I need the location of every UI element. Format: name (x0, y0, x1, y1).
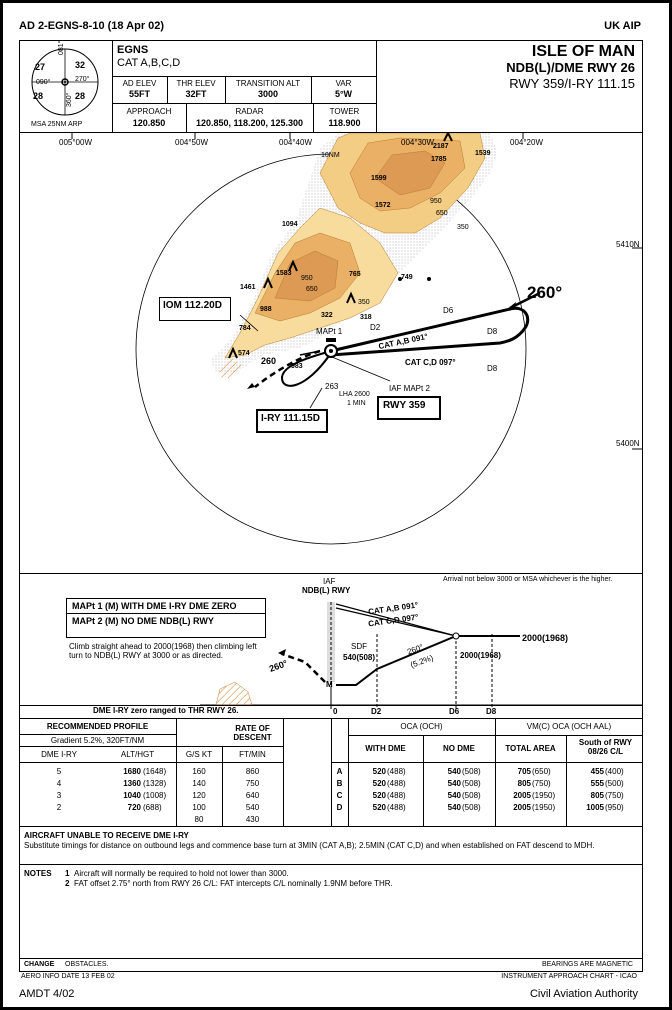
lat-label: 5400N (616, 439, 640, 448)
spot-elevation: 784 (239, 325, 251, 332)
col-alt: ALT/HGT (120, 750, 155, 759)
col-south: South of RWY 08/26 C/L (578, 738, 633, 756)
ndb-rwy-profile: NDB(L) RWY (302, 586, 351, 595)
oca-total-h-cell: (750) (532, 779, 551, 788)
oca-south-cell: 805 (590, 791, 604, 800)
rod-gs-cell: 120 (192, 791, 206, 800)
profile-cat-ab: CAT A,B 091° (367, 600, 419, 617)
oca-dme-h-cell: (488) (387, 779, 406, 788)
fix-d2: D2 (370, 323, 381, 332)
divider (376, 40, 377, 132)
spot-elevation: 1539 (475, 150, 491, 157)
rec-profile-title: RECOMMENDED PROFILE (46, 722, 149, 731)
contour-label: 350 (457, 224, 469, 231)
spot-elevation: 983 (291, 363, 303, 370)
rec-dme-cell: 4 (56, 779, 62, 788)
rec-gradient: Gradient 5.2%, 320FT/NM (50, 736, 145, 745)
oca-nodme-h-cell: (508) (462, 791, 481, 800)
rec-dme-cell: 3 (56, 791, 62, 800)
profile-alt-2000b: 2000(1968) (460, 651, 501, 660)
mapt-box (66, 598, 266, 638)
spot-elevation: 1599 (371, 175, 387, 182)
col-dme: DME I-RY (41, 750, 77, 759)
col-with-dme: WITH DME (365, 744, 406, 753)
msa-sector-nw: 27 (35, 62, 46, 72)
col-total-area: TOTAL AREA (505, 744, 556, 753)
rod-gs-cell: 100 (192, 803, 206, 812)
rod-ft-cell: 750 (245, 779, 260, 788)
spot-elevation: 988 (260, 306, 272, 313)
cat-cd-track: CAT C,D 097° (405, 358, 456, 367)
divider (19, 746, 283, 747)
oca-dme-cell: 520 (372, 779, 386, 788)
divider (19, 734, 176, 735)
iom-ndb-label: IOM 112.20D (163, 300, 222, 311)
rec-alt-cell: 1360 (123, 779, 141, 788)
spot-elevation: 318 (360, 314, 372, 321)
plan-view (20, 133, 642, 573)
climb-text: Climb straight ahead to 2000(1968) then climbing left turn to NDB(L) RWY at 3000 or as directed. (69, 642, 257, 660)
rod-gs-cell: 140 (192, 779, 206, 788)
contour-label: 950 (301, 275, 313, 282)
oca-total-cell: 705 (517, 767, 531, 776)
categories: CAT A,B,C,D (117, 57, 181, 69)
rod-gs-cell: 160 (192, 767, 206, 776)
lon-label: 005°00W (59, 138, 92, 147)
notes-label: NOTES (24, 869, 52, 878)
trans-alt-label: TRANSITION ALT (235, 79, 301, 88)
dme-note: DME I-RY zero ranged to THR RWY 26. (93, 706, 239, 715)
col-gs: G/S KT (185, 750, 213, 759)
oca-cat-cell: C (336, 791, 343, 800)
spot-elevation: 1461 (240, 284, 256, 291)
oca-total-cell: 2005 (513, 791, 531, 800)
lha-label: LHA 2600 (339, 391, 370, 398)
tower-freq: 118.900 (328, 118, 361, 128)
lat-label: 5410N (616, 240, 640, 249)
missed-track: 260 (261, 356, 277, 366)
rec-hgt-cell: (1008) (143, 791, 167, 800)
thr-elev-value: 32FT (185, 89, 207, 99)
var-value: 5°W (334, 89, 353, 99)
cat-ab-track: CAT A,B 091° (377, 331, 429, 352)
arrival-note: Arrival not below 3000 or MSA whichever is the higher. (443, 576, 613, 583)
oca-total-h-cell: (1950) (532, 803, 556, 812)
oca-cat-cell: D (336, 803, 343, 812)
city-title: ISLE OF MAN (531, 43, 635, 60)
oca-dme-cell: 520 (372, 791, 386, 800)
profile-alt-2000: 2000(1968) (522, 633, 569, 643)
runway-ils: RWY 359/I-RY 111.15 (509, 76, 635, 91)
approach-label: APPROACH (126, 107, 172, 116)
chart-type: INSTRUMENT APPROACH CHART - ICAO (501, 973, 637, 980)
sdf-alt: 540(508) (343, 653, 376, 662)
note2-num: 2 (65, 879, 70, 888)
rwy-label: RWY 359 (383, 400, 426, 411)
oca-south-cell: 1005 (586, 803, 604, 812)
oca-total-cell: 805 (517, 779, 531, 788)
rod-title: RATE OF DESCENT (233, 724, 272, 742)
oca-dme-cell: 520 (372, 803, 386, 812)
publisher: UK AIP (604, 20, 641, 32)
spot-elevation: 322 (321, 312, 333, 319)
mapt1-label: MAPt 1 (316, 327, 343, 336)
change-label: CHANGE (24, 961, 55, 968)
msa-sector-sw: 28 (33, 91, 44, 101)
change-text: OBSTACLES. (65, 961, 109, 968)
rod-ft-cell: 860 (245, 767, 260, 776)
contour-label: 350 (358, 299, 370, 306)
oca-nodme-h-cell: (508) (462, 767, 481, 776)
divider (331, 762, 643, 763)
oca-dme-h-cell: (488) (387, 767, 406, 776)
msa-bearing: 081° (58, 40, 65, 55)
contour-label: 950 (430, 198, 442, 205)
oca-nodme-cell: 540 (447, 779, 461, 788)
spot-elevation: 2187 (433, 143, 449, 150)
oca-title: OCA (OCH) (400, 722, 443, 731)
lon-label: 004°20W (510, 138, 543, 147)
oca-nodme-cell: 540 (447, 767, 461, 776)
divider (19, 826, 643, 827)
msa-sector-se: 28 (75, 91, 86, 101)
mapt2-text: MAPt 2 (M) NO DME NDB(L) RWY (72, 616, 214, 626)
spot-elevation: 749 (401, 274, 413, 281)
aero-info: AERO INFO DATE 13 FEB 02 (21, 973, 115, 980)
iom-ndb-box (159, 297, 231, 321)
spot-elevation: 1785 (431, 156, 447, 163)
spot-elevation: 1094 (282, 221, 298, 228)
iaf-label: IAF MAPt 2 (389, 384, 430, 393)
unable-title: AIRCRAFT UNABLE TO RECEIVE DME I-RY (24, 831, 189, 840)
dist-d6: D6 (449, 707, 460, 716)
spot-elevation: 1572 (375, 202, 391, 209)
approach-freq: 120.850 (132, 118, 166, 128)
rec-hgt-cell: (1328) (143, 779, 167, 788)
rec-hgt-cell: (1648) (143, 767, 167, 776)
rec-alt-cell: 1680 (123, 767, 141, 776)
rec-dme-cell: 2 (56, 803, 62, 812)
oca-total-h-cell: (650) (532, 767, 551, 776)
dist-0: 0 (333, 707, 338, 716)
rod-ft-cell: 540 (245, 803, 260, 812)
gradient-label: (5.2%) (409, 653, 435, 670)
divider (19, 864, 643, 865)
oca-dme-h-cell: (488) (387, 791, 406, 800)
spot-elevation: 1583 (276, 270, 292, 277)
iaf-profile: IAF (323, 577, 336, 586)
divider (348, 735, 643, 736)
oca-south-cell: 455 (590, 767, 604, 776)
rec-hgt-cell: (688) (143, 803, 162, 812)
radar-freq: 120.850, 118.200, 125.300 (195, 118, 304, 128)
amdt: AMDT 4/02 (19, 988, 75, 1000)
spot-elevation: 765 (349, 271, 361, 278)
bearings-note: BEARINGS ARE MAGNETIC (541, 961, 633, 968)
rod-ft-cell: 430 (245, 815, 260, 824)
oca-nodme-h-cell: (508) (462, 803, 481, 812)
oca-south-cell: 555 (590, 779, 604, 788)
ad-elev-value: 55FT (128, 89, 150, 99)
divider (19, 958, 643, 959)
lon-label: 004°50W (175, 138, 208, 147)
rwy-box (377, 396, 441, 420)
oca-nodme-h-cell: (508) (462, 779, 481, 788)
icao-code: EGNS (117, 44, 149, 56)
track-260: 260° (405, 642, 425, 657)
col-no-dme: NO DME (443, 744, 475, 753)
mapt1-text: MAPt 1 (M) WITH DME I-RY DME ZERO (67, 599, 265, 614)
fix-d8: D8 (487, 327, 498, 336)
msa-label: MSA 25NM ARP (31, 121, 83, 128)
rec-alt-cell: 720 (127, 803, 141, 812)
iry-box (256, 409, 328, 433)
sdf-label: SDF (351, 642, 367, 651)
dist-d8: D8 (486, 707, 497, 716)
procedure-title: NDB(L)/DME RWY 26 (506, 60, 635, 75)
var-label: VAR (335, 79, 352, 88)
rod-gs-cell: 80 (194, 815, 204, 824)
vm-title: VM(C) OCA (OCH AAL) (526, 722, 612, 731)
lon-label: 004°30W (401, 138, 434, 147)
divider (112, 103, 376, 104)
oca-dme-cell: 520 (372, 767, 386, 776)
oca-south-h-cell: (750) (605, 791, 624, 800)
oca-south-h-cell: (400) (605, 767, 624, 776)
thr-elev-label: THR ELEV (176, 79, 216, 88)
lha-time: 1 MIN (347, 400, 366, 407)
oca-total-h-cell: (1950) (532, 791, 556, 800)
oca-dme-h-cell: (488) (387, 803, 406, 812)
rec-dme-cell: 5 (56, 767, 62, 776)
rec-alt-cell: 1040 (123, 791, 141, 800)
col-ft: FT/MIN (239, 750, 266, 759)
oca-cat-cell: B (336, 779, 343, 788)
oca-total-cell: 2005 (513, 803, 531, 812)
m-symbol: M (326, 680, 333, 689)
spot-elevation: 574 (238, 350, 250, 357)
trans-alt-value: 3000 (257, 89, 279, 99)
rod-ft-cell: 640 (245, 791, 260, 800)
msa-diagram (19, 40, 112, 132)
profile-cat-cd: CAT C,D 097° (367, 612, 420, 629)
iry-label: I-RY 111.15D (261, 413, 320, 424)
divider (283, 718, 284, 826)
lon-label: 004°40W (279, 138, 312, 147)
divider (19, 762, 283, 763)
fix-d8b: D8 (487, 364, 498, 373)
note2: FAT offset 2.75° north from RWY 26 C/L: FAT intercepts C/L nominally 1.9NM before THR. (74, 879, 393, 888)
msa-sector-ne: 32 (75, 60, 86, 70)
radar-label: RADAR (235, 107, 264, 116)
course-260: 260° (527, 283, 563, 302)
msa-bearing: 090° (36, 79, 51, 86)
note1: Aircraft will normally be required to hold not lower than 3000. (74, 869, 289, 878)
oca-south-h-cell: (500) (605, 779, 624, 788)
tower-label: TOWER (329, 107, 360, 116)
msa-bearing: 360° (66, 92, 73, 107)
oca-nodme-cell: 540 (447, 791, 461, 800)
fix-d6: D6 (443, 306, 454, 315)
oca-south-h-cell: (950) (605, 803, 624, 812)
oca-nodme-cell: 540 (447, 803, 461, 812)
contour-label: 650 (306, 286, 318, 293)
range-ring-label: 10NM (321, 152, 340, 159)
note1-num: 1 (65, 869, 70, 878)
track-260b: 260° (267, 658, 289, 674)
divider (112, 76, 376, 77)
inbound-track: 263 (325, 382, 339, 391)
unable-text: Substitute timings for distance on outbound legs and commence base turn at 3MIN (CAT A,B); 2.5MIN (CAT C,D) and when established on FAT descend to MDH. (24, 841, 595, 850)
msa-bearing: 270° (75, 76, 90, 83)
contour-label: 650 (436, 210, 448, 217)
chart-id: AD 2-EGNS-8-10 (18 Apr 02) (19, 20, 165, 32)
authority: Civil Aviation Authority (529, 988, 638, 1000)
dist-d2: D2 (371, 707, 382, 716)
oca-cat-cell: A (336, 767, 343, 776)
ad-elev-label: AD ELEV (122, 79, 157, 88)
